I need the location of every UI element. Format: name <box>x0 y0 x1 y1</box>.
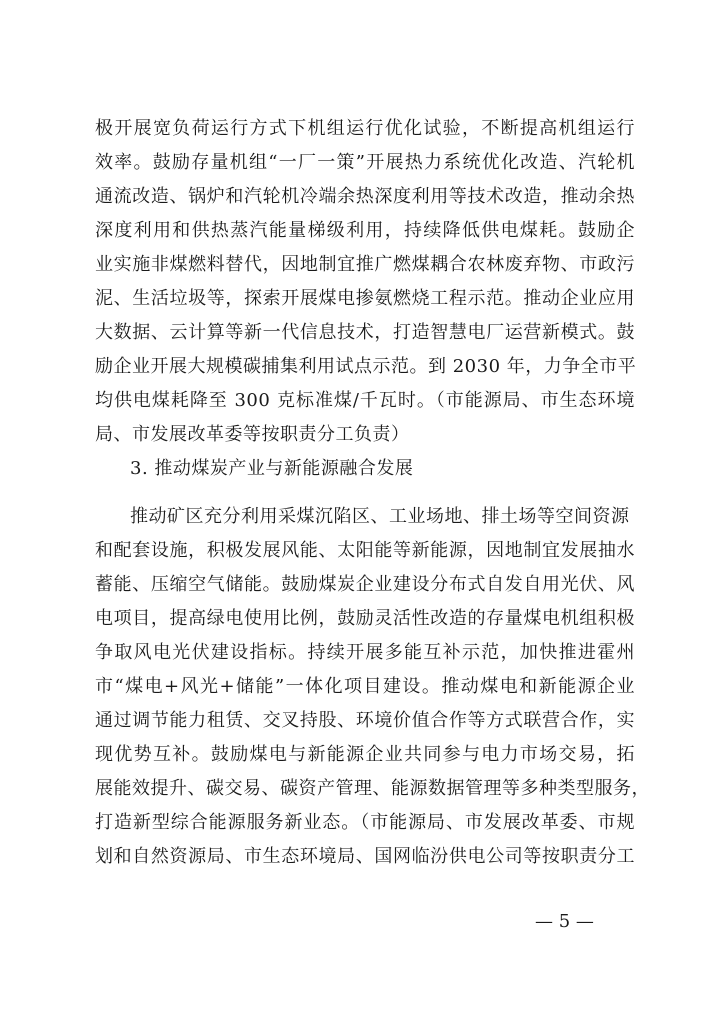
paragraph-line-19: 现优势互补。鼓励煤电与新能源企业共同参与电力市场交易，拓 <box>95 744 635 765</box>
paragraph-line-8: 励企业开展大规模碳捕集利用试点示范。到 2030 年，力争全市平 <box>95 356 637 377</box>
paragraph-line-14: 蓄能、压缩空气储能。鼓励煤炭企业建设分布式自发自用光伏、风 <box>95 574 635 595</box>
section-heading: 3. 推动煤炭产业与新能源融合发展 <box>130 458 414 479</box>
paragraph-line-20: 展能效提升、碳交易、碳资产管理、能源数据管理等多种类型服务， <box>95 778 650 799</box>
paragraph-line-7: 大数据、云计算等新一代信息技术，打造智慧电厂运营新模式。鼓 <box>95 322 635 343</box>
paragraph-line-2: 效率。鼓励存量机组“一厂一策”开展热力系统优化改造、汽轮机 <box>95 152 635 173</box>
paragraph-line-17: 市“煤电+风光+储能”一体化项目建设。推动煤电和新能源企业 <box>95 676 635 697</box>
page-number: — 5 — <box>535 911 594 932</box>
paragraph-line-6: 泥、生活垃圾等，探索开展煤电掺氨燃烧工程示范。推动企业应用 <box>95 288 635 309</box>
paragraph-line-16: 争取风电光伏建设指标。持续开展多能互补示范，加快推进霍州 <box>95 642 635 663</box>
paragraph-line-10: 局、市发展改革委等按职责分工负责） <box>95 424 410 445</box>
paragraph-line-13: 和配套设施，积极发展风能、太阳能等新能源，因地制宜发展抽水 <box>95 540 635 561</box>
paragraph-line-12: 推动矿区充分利用采煤沉陷区、工业场地、排土场等空间资源 <box>130 506 630 527</box>
paragraph-line-5: 业实施非煤燃料替代，因地制宜推广燃煤耦合农林废弃物、市政污 <box>95 254 635 275</box>
paragraph-line-4: 深度利用和供热蒸汽能量梯级利用，持续降低供电煤耗。鼓励企 <box>95 220 635 241</box>
paragraph-line-22: 划和自然资源局、市生态环境局、国网临汾供电公司等按职责分工 <box>95 846 635 867</box>
paragraph-line-21: 打造新型综合能源服务新业态。（市能源局、市发展改革委、市规 <box>95 812 635 833</box>
paragraph-line-3: 通流改造、锅炉和汽轮机冷端余热深度利用等技术改造，推动余热 <box>95 186 635 207</box>
paragraph-line-15: 电项目，提高绿电使用比例，鼓励灵活性改造的存量煤电机组积极 <box>95 608 635 629</box>
paragraph-line-1: 极开展宽负荷运行方式下机组运行优化试验，不断提高机组运行 <box>95 118 635 139</box>
paragraph-line-9: 均供电煤耗降至 300 克标准煤/千瓦时。（市能源局、市生态环境 <box>95 390 635 411</box>
paragraph-line-18: 通过调节能力租赁、交叉持股、环境价值合作等方式联营合作，实 <box>95 710 635 731</box>
